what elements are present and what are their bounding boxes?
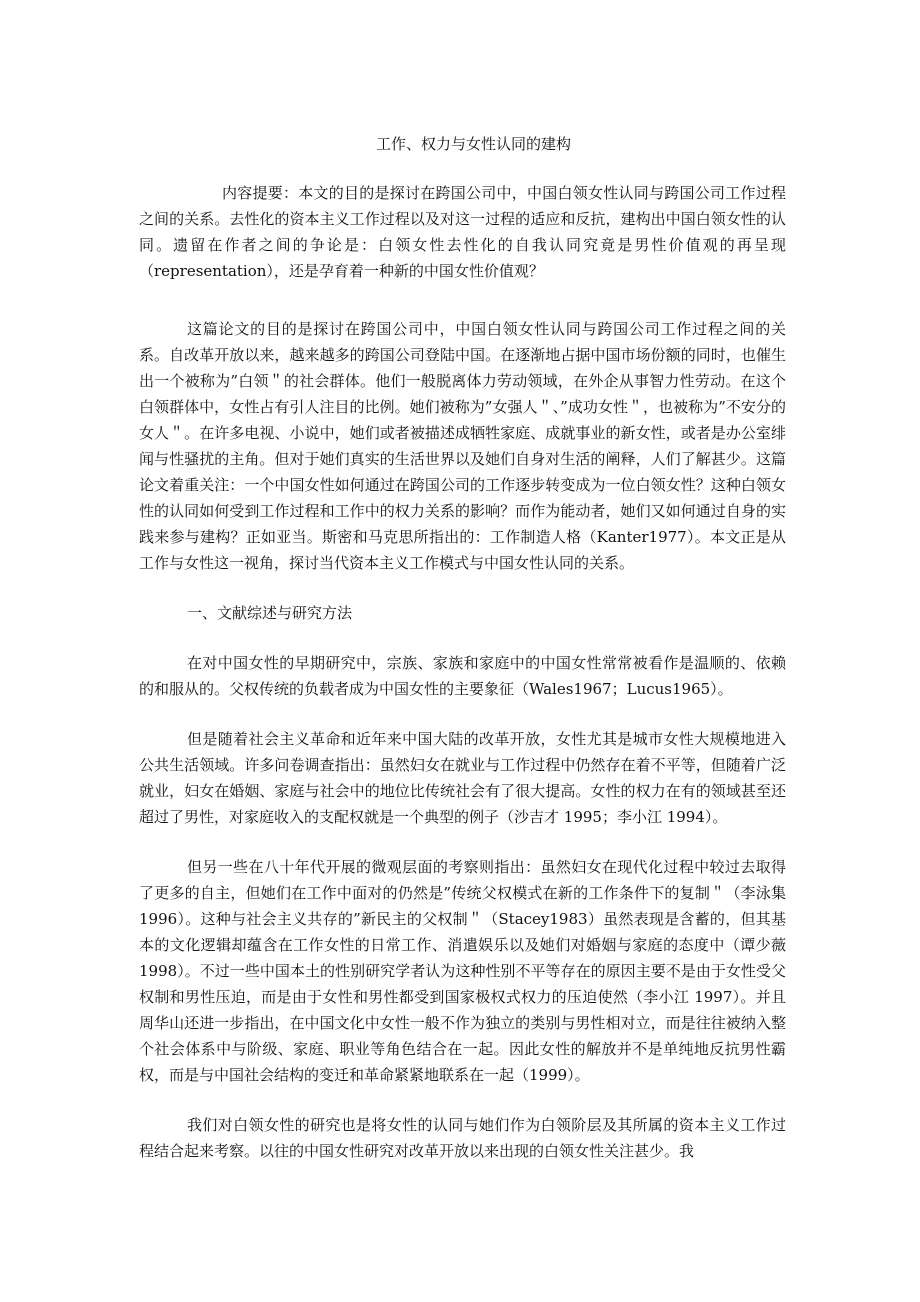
document-page: [139, 130, 786, 1188]
document-title: 工作、权力与女性认同的建构: [375, 135, 571, 153]
body-paragraph: 但是随着社会主义革命和近年来中国大陆的改革开放，女性尤其是城市女性大规模地进入公共生活领域。许多问卷调查指出：虽然妇女在就业与工作过程中仍然存在着不平等，但随着广泛就业，妇女在婚姻、家庭与社会中的地位比传统社会有了很大提高。女性的权力在有的领域甚至还超过了男性，对家庭收入的支配权就是一个典型的例子（沙吉才 1995；李小江 1994）。: [139, 730, 786, 826]
body-paragraph: 在对中国女性的早期研究中，宗族、家族和家庭中的中国女性常常被看作是温顺的、依赖的和服从的。父权传统的负载者成为中国女性的主要象征（Wales1967；Lucus1965）。: [139, 654, 786, 698]
body-paragraph: 但另一些在八十年代开展的微观层面的考察则指出：虽然妇女在现代化过程中较过去取得了更多的自主，但她们在工作中面对的仍然是”传统父权模式在新的工作条件下的复制＂（李泳集 1996）。这种与社会主义共存的”新民主的父权制＂（Stacey1983）虽然表现是含蓄的，但其基本的文化逻辑却蕴含在工作女性的日常工作、消遣娱乐以及她们对婚姻与家庭的态度中（谭少薇 1998）。不过一些中国本土的性别研究学者认为这种性别不平等存在的原因主要不是由于女性受父权制和男性压迫，而是由于女性和男性都受到国家极权式权力的压迫使然（李小江 1997）。并且周华山还进一步指出，在中国文化中女性一般不作为独立的类别与男性相对立，而是往往被纳入整个社会体系中与阶级、家庭、职业等角色结合在一起。因此女性的解放并不是单纯地反抗男性霸权，而是与中国社会结构的变迁和革命紧紧地联系在一起（1999）。: [139, 858, 786, 1084]
intro-paragraph: 这篇论文的目的是探讨在跨国公司中，中国白领女性认同与跨国公司工作过程之间的关系。自改革开放以来，越来越多的跨国公司登陆中国。在逐渐地占据中国市场份额的同时，也催生出一个被称为”白领＂的社会群体。他们一般脱离体力劳动领域，在外企从事智力性劳动。在这个白领群体中，女性占有引人注目的比例。她们被称为”女强人＂、”成功女性＂，也被称为”不安分的女人＂。在许多电视、小说中，她们或者被描述成牺牲家庭、成就事业的新女性，或者是办公室绯闻与性骚扰的主角。但对于她们真实的生活世界以及她们自身对生活的阐释，人们了解甚少。这篇论文着重关注：一个中国女性如何通过在跨国公司的工作逐步转变成为一位白领女性？这种白领女性的认同如何受到工作过程和工作中的权力关系的影响？而作为能动者，她们又如何通过自身的实践来参与建构？正如亚当。斯密和马克思所指出的：工作制造人格（Kanter1977）。本文正是从工作与女性这一视角，探讨当代资本主义工作模式与中国女性认同的关系。: [139, 320, 786, 572]
body-paragraph: 我们对白领女性的研究也是将女性的认同与她们作为白领阶层及其所属的资本主义工作过程结合起来考察。以往的中国女性研究对改革开放以来出现的白领女性关注甚少。我: [139, 1116, 786, 1160]
section-heading: 一、文献综述与研究方法: [187, 604, 353, 622]
abstract-paragraph: 内容提要：本文的目的是探讨在跨国公司中，中国白领女性认同与跨国公司工作过程之间的关系。去性化的资本主义工作过程以及对这一过程的适应和反抗，建构出中国白领女性的认同。遗留在作者之间的争论是：白领女性去性化的自我认同究竟是男性价值观的再呈现（representation），还是孕育着一种新的中国女性价值观？: [139, 184, 786, 280]
